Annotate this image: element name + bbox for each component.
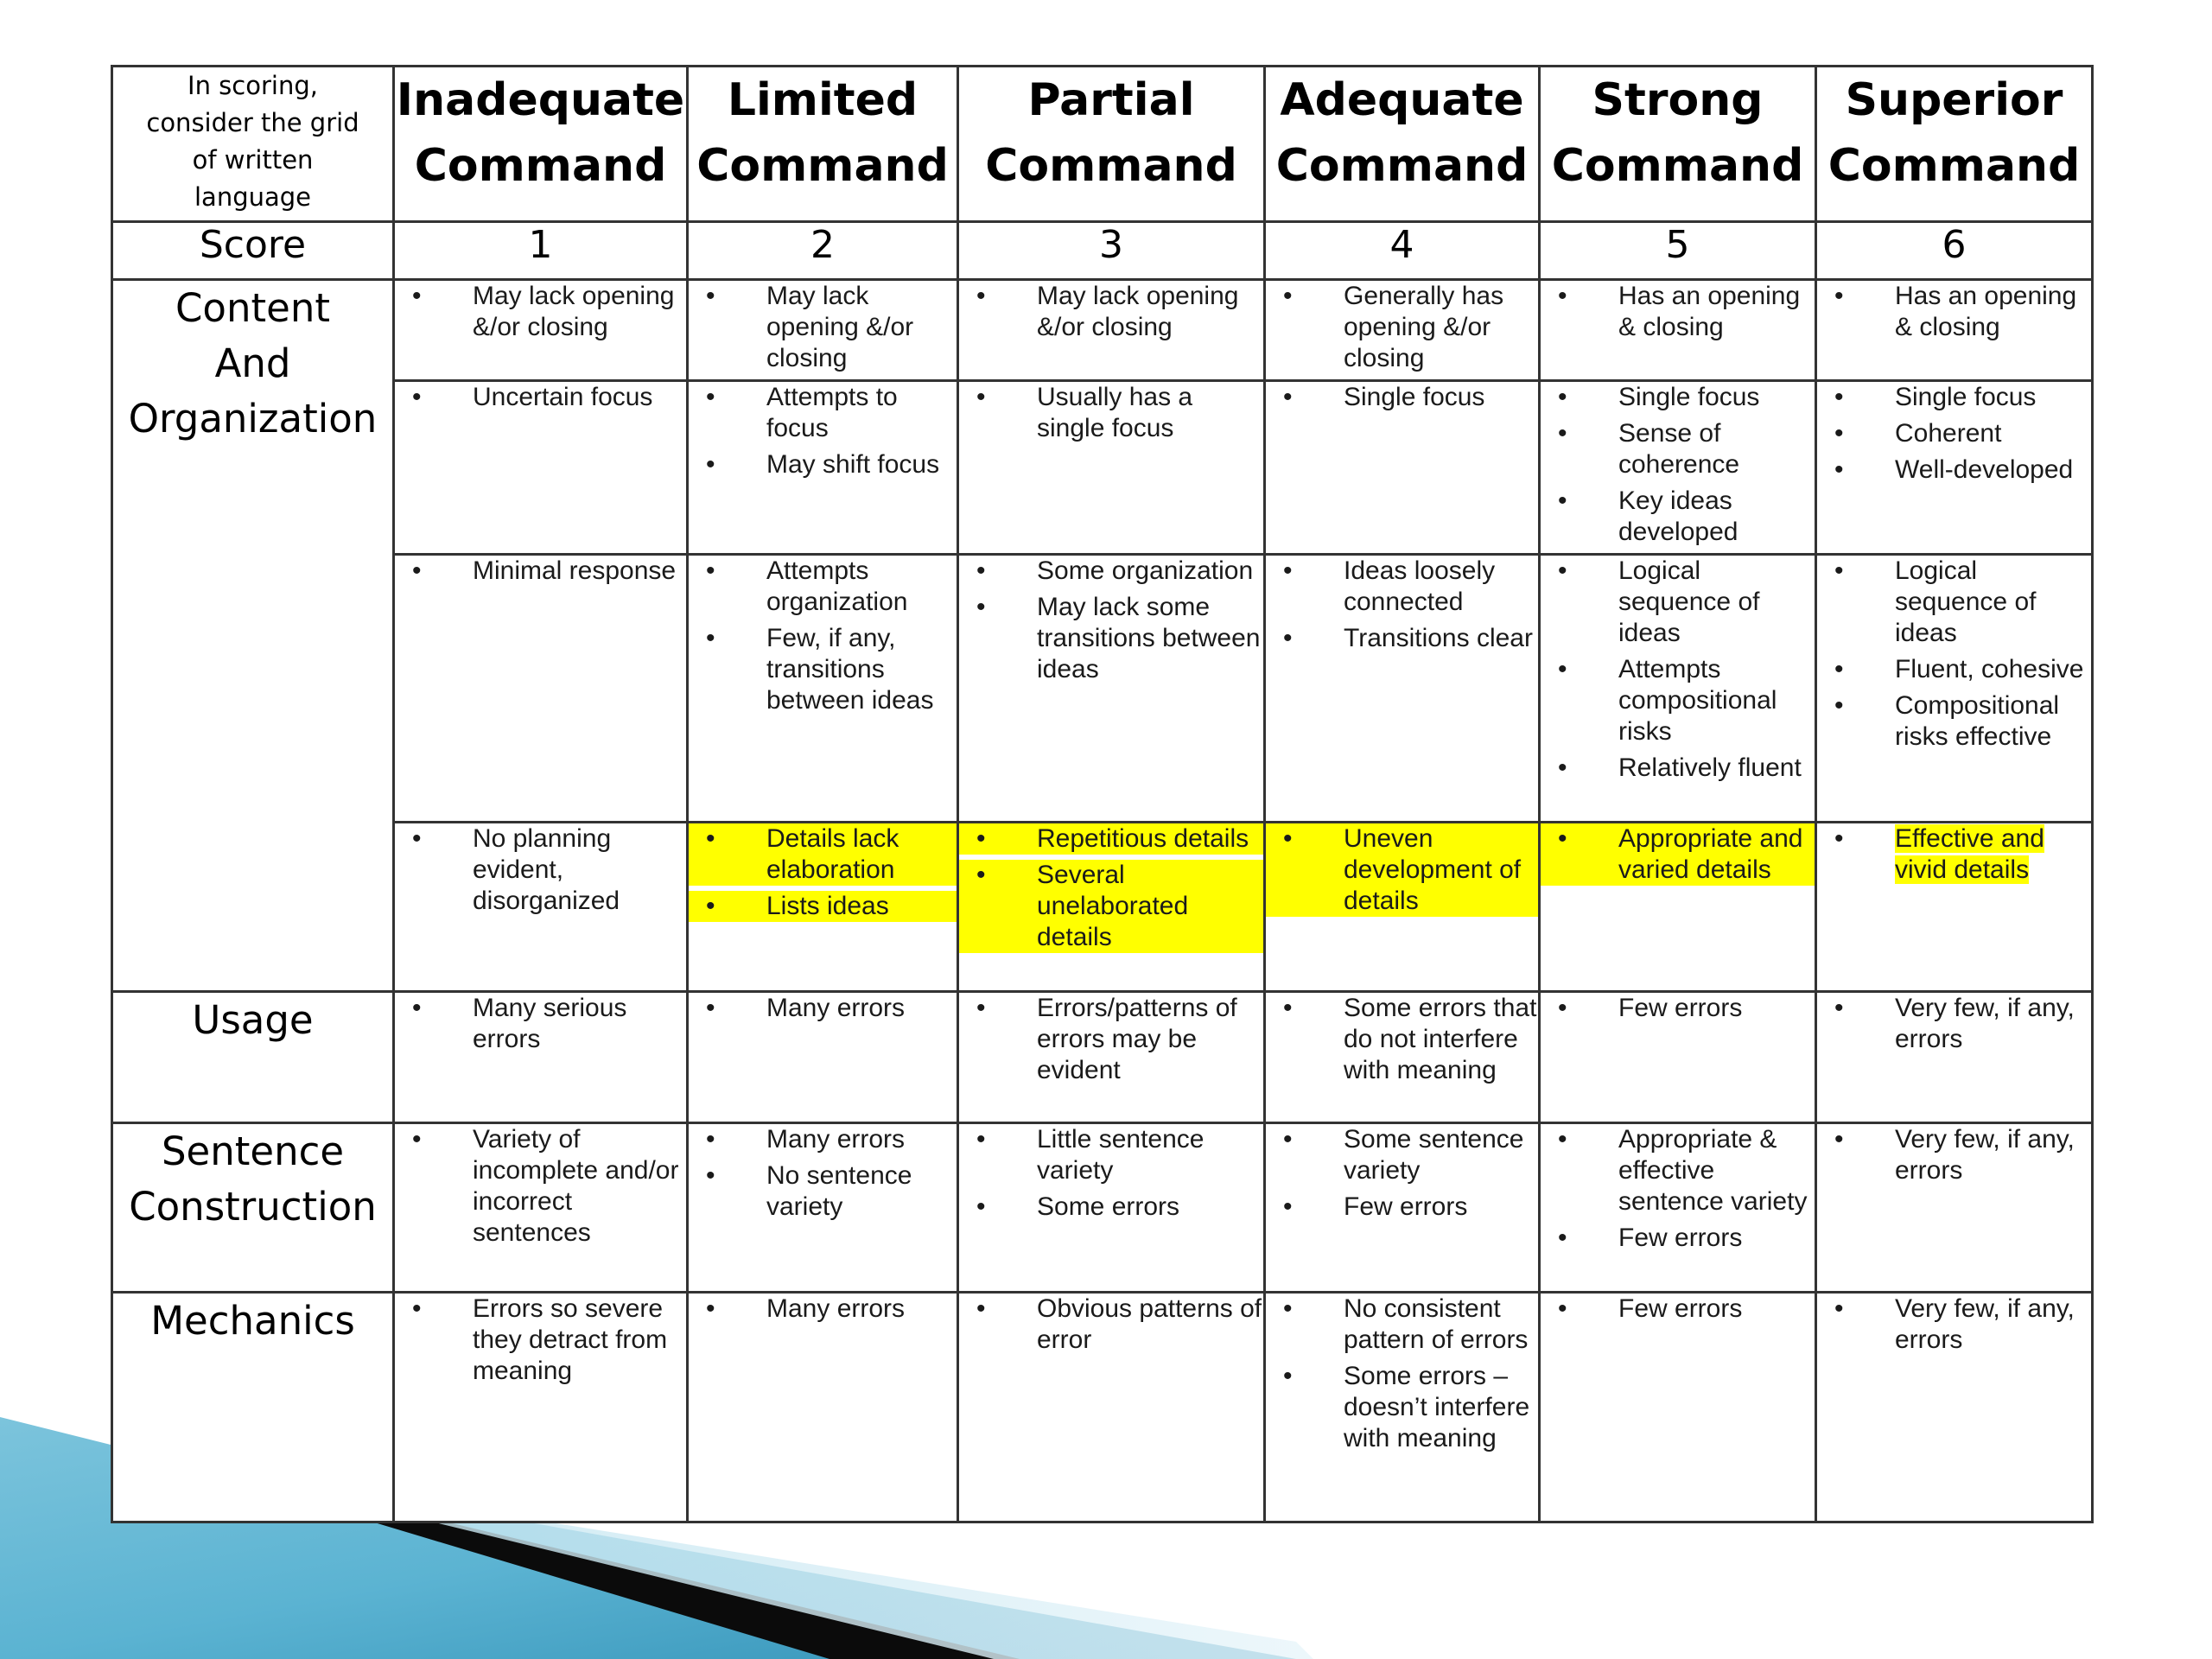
rubric-cell xyxy=(688,992,958,1123)
bullet-dot-icon: • xyxy=(412,282,422,310)
rubric-cell xyxy=(1540,381,1816,555)
bullet-list xyxy=(395,281,686,343)
bullet-item xyxy=(1817,556,2091,649)
bullet-dot-icon: • xyxy=(1558,383,1567,411)
bullet-dot-icon: • xyxy=(706,892,715,920)
rubric-row-sentence-construction xyxy=(112,1123,2093,1293)
bullet-list xyxy=(689,1124,957,1223)
bullet-text: Many errors xyxy=(766,994,906,1022)
bullet-dot-icon: • xyxy=(412,383,422,411)
bullet-item xyxy=(959,382,1263,444)
rubric-cell xyxy=(958,280,1265,381)
rubric-row-content-organization xyxy=(112,555,2093,823)
rubric-cell xyxy=(1540,1123,1816,1293)
bullet-list xyxy=(395,556,686,587)
bullet-text: Obvious patterns of error xyxy=(1037,1294,1262,1354)
bullet-text: Some sentence variety xyxy=(1344,1125,1524,1185)
bullet-dot-icon: • xyxy=(1558,1125,1567,1154)
bullet-list xyxy=(1541,1294,1815,1325)
bullet-item xyxy=(1541,1223,1815,1254)
bullet-dot-icon: • xyxy=(1283,282,1293,310)
bullet-text: Many serious errors xyxy=(473,994,627,1053)
column-header-limited: Limited Command xyxy=(688,67,958,222)
bullet-dot-icon: • xyxy=(412,556,422,585)
rubric-cell xyxy=(394,1293,688,1522)
bullet-list xyxy=(1541,382,1815,548)
bullet-text: Few errors xyxy=(1618,1224,1743,1252)
bullet-item xyxy=(1817,281,2091,343)
score-row xyxy=(112,222,2093,280)
rubric-cell xyxy=(1540,280,1816,381)
rubric-cell xyxy=(394,1123,688,1293)
rubric-cell xyxy=(1816,381,2093,555)
rubric-cell xyxy=(1265,992,1540,1123)
bullet-dot-icon: • xyxy=(1834,691,1844,720)
bullet-dot-icon: • xyxy=(412,824,422,853)
bullet-item xyxy=(1266,281,1538,374)
bullet-list xyxy=(1266,1294,1538,1454)
bullet-text: Fluent, cohesive xyxy=(1895,655,2084,683)
bullet-dot-icon: • xyxy=(1558,282,1567,310)
bullet-dot-icon: • xyxy=(1834,419,1844,448)
bullet-text: Few errors xyxy=(1344,1192,1468,1221)
bullet-dot-icon: • xyxy=(412,994,422,1022)
bullet-text: Transitions clear xyxy=(1344,624,1533,652)
bullet-item xyxy=(1266,1192,1538,1223)
bullet-item xyxy=(1541,281,1815,343)
bullet-item xyxy=(959,1124,1263,1186)
bullet-dot-icon: • xyxy=(1283,624,1293,652)
bullet-dot-icon: • xyxy=(1834,824,1844,853)
bullet-text: Uncertain focus xyxy=(473,383,653,411)
bullet-text: May shift focus xyxy=(766,450,940,479)
bullet-item xyxy=(689,1124,957,1155)
bullet-text: No planning evident, disorganized xyxy=(473,824,620,915)
bullet-text: Single focus xyxy=(1895,383,2037,411)
score-value: 5 xyxy=(1540,222,1816,280)
column-header-strong: Strong Command xyxy=(1540,67,1816,222)
bullet-text: Minimal response xyxy=(473,556,677,585)
bullet-item xyxy=(1541,993,1815,1024)
bullet-list xyxy=(1266,1124,1538,1223)
bullet-text: Coherent xyxy=(1895,419,2002,448)
bullet-dot-icon: • xyxy=(1834,556,1844,585)
bullet-list xyxy=(395,823,686,917)
bullet-item xyxy=(395,993,686,1055)
rubric-cell xyxy=(1265,555,1540,823)
bullet-dot-icon: • xyxy=(706,450,715,479)
bullet-item xyxy=(1266,993,1538,1086)
bullet-text: May lack opening &/or closing xyxy=(473,282,675,341)
bullet-list xyxy=(959,556,1263,685)
bullet-dot-icon: • xyxy=(976,1125,986,1154)
bullet-item xyxy=(395,382,686,413)
bullet-dot-icon: • xyxy=(706,1294,715,1323)
bullet-text: Single focus xyxy=(1618,383,1760,411)
bullet-text: Logical sequence of ideas xyxy=(1618,556,1760,647)
rubric-row-content-organization xyxy=(112,823,2093,992)
bullet-list xyxy=(1817,1124,2091,1186)
bullet-item xyxy=(395,1124,686,1249)
bullet-item xyxy=(1266,382,1538,413)
bullet-item xyxy=(1817,1124,2091,1186)
bullet-item xyxy=(689,623,957,716)
bullet-dot-icon: • xyxy=(1834,1125,1844,1154)
bullet-list xyxy=(1266,823,1538,917)
rubric-row-content-organization xyxy=(112,381,2093,555)
bullet-item xyxy=(959,1294,1263,1356)
bullet-list xyxy=(959,281,1263,343)
rubric-cell xyxy=(1816,992,2093,1123)
score-value: 4 xyxy=(1265,222,1540,280)
bullet-item xyxy=(689,1294,957,1325)
rubric-cell xyxy=(1540,1293,1816,1522)
bullet-item xyxy=(959,993,1263,1086)
bullet-item xyxy=(1817,690,2091,753)
bullet-dot-icon: • xyxy=(1283,824,1293,853)
bullet-text: Some errors – doesn’t interfere with meaning xyxy=(1344,1362,1530,1452)
rubric-cell xyxy=(394,823,688,992)
header-row xyxy=(112,67,2093,222)
bullet-list xyxy=(689,1294,957,1325)
bullet-dot-icon: • xyxy=(706,383,715,411)
bullet-item xyxy=(1817,454,2091,486)
bullet-list xyxy=(395,1294,686,1387)
rubric-cell xyxy=(1816,823,2093,992)
bullet-item xyxy=(1541,1124,1815,1217)
bullet-list xyxy=(1817,556,2091,753)
bullet-item xyxy=(395,556,686,587)
bullet-list xyxy=(1266,281,1538,374)
bullet-text: Generally has opening &/or closing xyxy=(1344,282,1504,372)
bullet-list xyxy=(1541,281,1815,343)
rubric-cell xyxy=(1816,1293,2093,1522)
bullet-item xyxy=(1541,486,1815,548)
bullet-dot-icon: • xyxy=(706,556,715,585)
bullet-text: Single focus xyxy=(1344,383,1485,411)
bullet-item xyxy=(1541,654,1815,747)
bullet-item xyxy=(395,281,686,343)
bullet-text: Effective and vivid details xyxy=(1895,824,2044,884)
bullet-dot-icon: • xyxy=(976,383,986,411)
bullet-text: Attempts compositional risks xyxy=(1618,655,1777,746)
bullet-text: Many errors xyxy=(766,1125,906,1154)
rubric-cell xyxy=(688,381,958,555)
bullet-item xyxy=(959,860,1263,953)
bullet-list xyxy=(1541,823,1815,886)
bullet-item xyxy=(689,823,957,886)
bullet-item xyxy=(1817,418,2091,449)
rubric-cell xyxy=(958,381,1265,555)
bullet-dot-icon: • xyxy=(706,282,715,310)
bullet-text: Has an opening & closing xyxy=(1895,282,2077,341)
bullet-text: May lack some transitions between ideas xyxy=(1037,593,1261,683)
bullet-dot-icon: • xyxy=(706,994,715,1022)
bullet-dot-icon: • xyxy=(1283,1294,1293,1323)
bullet-dot-icon: • xyxy=(976,1294,986,1323)
bullet-item xyxy=(1817,382,2091,413)
row-label-sentence-construction: Sentence Construction xyxy=(112,1123,394,1293)
bullet-item xyxy=(1266,556,1538,618)
row-label-mechanics: Mechanics xyxy=(112,1293,394,1522)
column-header-superior: Superior Command xyxy=(1816,67,2093,222)
bullet-text: Very few, if any, errors xyxy=(1895,994,2075,1053)
bullet-text: Errors so severe they detract from meaning xyxy=(473,1294,668,1385)
bullet-item xyxy=(1541,556,1815,649)
bullet-text: May lack opening &/or closing xyxy=(766,282,914,372)
rubric-cell xyxy=(688,823,958,992)
bullet-text: Repetitious details xyxy=(1037,824,1249,853)
bullet-list xyxy=(959,1294,1263,1356)
bullet-item xyxy=(1817,654,2091,685)
bullet-dot-icon: • xyxy=(1834,1294,1844,1323)
bullet-item xyxy=(1266,1124,1538,1186)
rubric-cell xyxy=(1540,992,1816,1123)
bullet-text: Lists ideas xyxy=(766,892,889,920)
bullet-dot-icon: • xyxy=(1834,655,1844,683)
bullet-dot-icon: • xyxy=(976,824,986,853)
bullet-dot-icon: • xyxy=(1283,556,1293,585)
bullet-list xyxy=(1817,382,2091,486)
bullet-item xyxy=(689,1160,957,1223)
rubric-cell xyxy=(958,555,1265,823)
rubric-cell xyxy=(958,823,1265,992)
bullet-list xyxy=(689,993,957,1024)
bullet-list xyxy=(395,1124,686,1249)
bullet-item xyxy=(959,281,1263,343)
score-value: 1 xyxy=(394,222,688,280)
bullet-item xyxy=(689,556,957,618)
bullet-item xyxy=(1541,753,1815,784)
score-value: 2 xyxy=(688,222,958,280)
bullet-text: Usually has a single focus xyxy=(1037,383,1193,442)
rubric-cell xyxy=(688,555,958,823)
bullet-item xyxy=(1817,1294,2091,1356)
bullet-text: Uneven development of details xyxy=(1344,824,1522,915)
bullet-item xyxy=(959,1192,1263,1223)
bullet-list xyxy=(1541,1124,1815,1254)
bullet-list xyxy=(689,382,957,480)
bullet-item xyxy=(959,823,1263,855)
bullet-item xyxy=(395,1294,686,1387)
bullet-item xyxy=(1266,1361,1538,1454)
bullet-dot-icon: • xyxy=(706,624,715,652)
bullet-text: Some organization xyxy=(1037,556,1254,585)
bullet-dot-icon: • xyxy=(1558,556,1567,585)
rubric-cell xyxy=(1816,1123,2093,1293)
bullet-dot-icon: • xyxy=(412,1294,422,1323)
bullet-item xyxy=(395,823,686,917)
bullet-text: Few, if any, transitions between ideas xyxy=(766,624,934,715)
bullet-item xyxy=(689,993,957,1024)
bullet-text: Attempts to focus xyxy=(766,383,898,442)
bullet-text: Relatively fluent xyxy=(1618,753,1802,782)
bullet-text: Sense of coherence xyxy=(1618,419,1740,479)
bullet-list xyxy=(1817,281,2091,343)
bullet-dot-icon: • xyxy=(1834,455,1844,484)
bullet-list xyxy=(1817,823,2091,886)
bullet-dot-icon: • xyxy=(1283,1125,1293,1154)
bullet-list xyxy=(1266,382,1538,413)
rubric-cell xyxy=(688,280,958,381)
bullet-item xyxy=(689,281,957,374)
column-header-adequate: Adequate Command xyxy=(1265,67,1540,222)
rubric-cell xyxy=(1265,280,1540,381)
bullet-item xyxy=(1817,993,2091,1055)
rubric-cell xyxy=(958,992,1265,1123)
rubric-cell xyxy=(1816,555,2093,823)
row-label-usage: Usage xyxy=(112,992,394,1123)
bullet-list xyxy=(395,382,686,413)
column-header-partial: Partial Command xyxy=(958,67,1265,222)
bullet-dot-icon: • xyxy=(706,1125,715,1154)
rubric-cell xyxy=(394,555,688,823)
bullet-dot-icon: • xyxy=(976,593,986,621)
bullet-text: Logical sequence of ideas xyxy=(1895,556,2037,647)
bullet-list xyxy=(1541,556,1815,784)
bullet-dot-icon: • xyxy=(412,1125,422,1154)
bullet-dot-icon: • xyxy=(1558,994,1567,1022)
writing-rubric-table xyxy=(111,65,2094,1523)
bullet-list xyxy=(959,993,1263,1086)
rubric-cell xyxy=(1265,1123,1540,1293)
bullet-text: Has an opening & closing xyxy=(1618,282,1801,341)
rubric-cell xyxy=(688,1293,958,1522)
bullet-text: Compositional risks effective xyxy=(1895,691,2060,751)
bullet-dot-icon: • xyxy=(1558,419,1567,448)
bullet-dot-icon: • xyxy=(976,282,986,310)
bullet-list xyxy=(689,823,957,922)
score-value: 6 xyxy=(1816,222,2093,280)
bullet-dot-icon: • xyxy=(1558,486,1567,515)
bullet-list xyxy=(959,1124,1263,1223)
bullet-text: Some errors that do not interfere with meaning xyxy=(1344,994,1537,1084)
bullet-list xyxy=(1541,993,1815,1024)
row-label-content-organization: Content And Organization xyxy=(112,280,394,992)
bullet-dot-icon: • xyxy=(1283,1192,1293,1221)
rubric-row-content-organization xyxy=(112,280,2093,381)
bullet-text: Little sentence variety xyxy=(1037,1125,1205,1185)
bullet-list xyxy=(689,556,957,716)
bullet-dot-icon: • xyxy=(1558,753,1567,782)
bullet-dot-icon: • xyxy=(976,994,986,1022)
bullet-item xyxy=(1266,823,1538,917)
bullet-dot-icon: • xyxy=(1283,383,1293,411)
bullet-dot-icon: • xyxy=(1834,383,1844,411)
rubric-cell xyxy=(1540,823,1816,992)
bullet-dot-icon: • xyxy=(1834,994,1844,1022)
bullet-item xyxy=(1541,382,1815,413)
rubric-cell xyxy=(1816,280,2093,381)
bullet-text: May lack opening &/or closing xyxy=(1037,282,1239,341)
bullet-list xyxy=(1817,1294,2091,1356)
bullet-item xyxy=(1817,823,2091,886)
bullet-text: Few errors xyxy=(1618,994,1743,1022)
bullet-item xyxy=(1266,623,1538,654)
bullet-dot-icon: • xyxy=(706,824,715,853)
rubric-row-mechanics xyxy=(112,1293,2093,1522)
bullet-dot-icon: • xyxy=(1558,1224,1567,1252)
rubric-cell xyxy=(688,1123,958,1293)
bullet-text: Details lack elaboration xyxy=(766,824,899,884)
bullet-dot-icon: • xyxy=(1834,282,1844,310)
column-header-inadequate: Inadequate Command xyxy=(394,67,688,222)
corner-label: In scoring, consider the grid of written language xyxy=(112,67,394,222)
bullet-dot-icon: • xyxy=(976,861,986,889)
score-label: Score xyxy=(112,222,394,280)
rubric-cell xyxy=(1265,823,1540,992)
bullet-text: Several unelaborated details xyxy=(1037,861,1189,951)
bullet-text: No sentence variety xyxy=(766,1161,912,1221)
bullet-list xyxy=(395,993,686,1055)
bullet-list xyxy=(1266,556,1538,654)
bullet-item xyxy=(959,556,1263,587)
bullet-dot-icon: • xyxy=(1558,824,1567,853)
bullet-text: Many errors xyxy=(766,1294,906,1323)
bullet-dot-icon: • xyxy=(976,1192,986,1221)
bullet-text: Key ideas developed xyxy=(1618,486,1738,546)
bullet-item xyxy=(959,592,1263,685)
bullet-item xyxy=(689,449,957,480)
bullet-list xyxy=(1817,993,2091,1055)
bullet-dot-icon: • xyxy=(976,556,986,585)
bullet-text: Appropriate and varied details xyxy=(1618,824,1803,884)
rubric-cell xyxy=(1540,555,1816,823)
bullet-text: No consistent pattern of errors xyxy=(1344,1294,1529,1354)
rubric-cell xyxy=(958,1123,1265,1293)
score-value: 3 xyxy=(958,222,1265,280)
bullet-text: Variety of incomplete and/or incorrect sentences xyxy=(473,1125,679,1247)
bullet-list xyxy=(689,281,957,374)
rubric-cell xyxy=(394,381,688,555)
bullet-text: Well-developed xyxy=(1895,455,2074,484)
bullet-text: Some errors xyxy=(1037,1192,1180,1221)
bullet-text: Ideas loosely connected xyxy=(1344,556,1496,616)
bullet-dot-icon: • xyxy=(706,1161,715,1190)
bullet-item xyxy=(1266,1294,1538,1356)
bullet-item xyxy=(689,891,957,922)
bullet-dot-icon: • xyxy=(1283,1362,1293,1390)
rubric-cell xyxy=(1265,1293,1540,1522)
rubric-cell xyxy=(1265,381,1540,555)
bullet-text: Very few, if any, errors xyxy=(1895,1125,2075,1185)
bullet-dot-icon: • xyxy=(1558,1294,1567,1323)
bullet-item xyxy=(1541,1294,1815,1325)
bullet-list xyxy=(959,823,1263,953)
bullet-list xyxy=(959,382,1263,444)
bullet-text: Attempts organization xyxy=(766,556,908,616)
bullet-item xyxy=(1541,418,1815,480)
bullet-item xyxy=(1541,823,1815,886)
bullet-text: Errors/patterns of errors may be evident xyxy=(1037,994,1237,1084)
bullet-dot-icon: • xyxy=(1558,655,1567,683)
rubric-cell xyxy=(958,1293,1265,1522)
bullet-text: Few errors xyxy=(1618,1294,1743,1323)
rubric-cell xyxy=(394,992,688,1123)
bullet-text: Appropriate & effective sentence variety xyxy=(1618,1125,1808,1216)
bullet-item xyxy=(689,382,957,444)
rubric-row-usage xyxy=(112,992,2093,1123)
bullet-list xyxy=(1266,993,1538,1086)
bullet-text: Very few, if any, errors xyxy=(1895,1294,2075,1354)
rubric-cell xyxy=(394,280,688,381)
bullet-dot-icon: • xyxy=(1283,994,1293,1022)
